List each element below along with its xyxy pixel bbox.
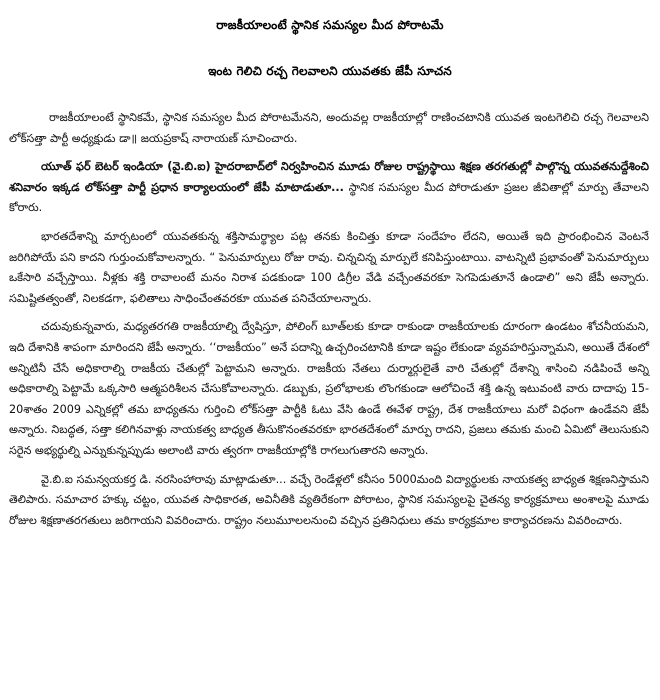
article-body (9, 108, 649, 539)
paragraph-ybi-coordinator (9, 470, 649, 532)
paragraph-politics (9, 317, 649, 461)
paragraph-youth-power (9, 227, 649, 309)
paragraph-bold-lead: యూత్ ఫర్ బెటర్ ఇండియా (వై.బి.ఐ) హైదరాబాద్‌లో నిర్వహించిన మూడు రోజుల రాష్ట్రస్థాయి శిక్షణ తరగతుల్లో పాల్గొన్న యువతనుద్దేశించి శనివారం ఇక్కడ లోక్‌సత్తా పార్టీ ప్రధాన కార్యాలయంలో జేపీ మాటాడుతూ... (9, 160, 649, 194)
paragraph-intro (9, 108, 649, 149)
paragraph-text: స్థానిక సమస్యల మీద పోరాడుతూ ప్రజల జీవితాల్లో మార్పు తేవాలని కోరారు. (9, 180, 650, 215)
headline-line-1: రాజకీయాలంటే స్థానిక సమస్యల మీద పోరాటమే (216, 18, 444, 32)
paragraph-event (9, 157, 649, 219)
paragraph-text: భారతదేశాన్ని మార్చటంలో యువతకున్న శక్తిసామర్థ్యాల పట్ల తనకు కించిత్తు కూడా సందేహం లేదని, అయితే ఇది ప్రారంభించిన వెంటనే జరిగిపోయే పని కాదని గుర్తుంచుకోవాలన్నారు. “ పెనుమార్పులు రోజు రావు. చిన్నచిన్న మార్పులే కనిపిస్తుంటాయి. వాటన్నిటి ప్రభావంతో పెనుమార్పులు ఒకేసారి వచ్చేస్తాయి. నీళ్లకు శక్తి రావాలంటే మనం నిరాశ పడకుండా 100 డిగ్రీల వేడి వచ్చేంతవరకూ సెగపెడుతూనే ఉండాలి” అని జేపీ అన్నారు. సమిష్టితత్వంతో, నిలకడగా, ఫలితాలు సాధించేంతవరకూ యువత పనిచేయాలన్నారు. (9, 229, 649, 305)
paragraph-text: చదువుకున్నవారు, మధ్యతరగతి రాజకీయాల్ని ద్వేషిస్తూ, పోలింగ్ బూత్‌లకు కూడా రాకుండా రాజకీయాలకు దూరంగా ఉండటం శోచనీయమని, ఇది దేశానికి శాపంగా మారిందని జేపీ అన్నారు. ‘‘రాజకీయం” అనే పదాన్ని ఉచ్చరించటానికి కూడా ఇష్టం లేకుండా వ్యవహరిస్తున్నామని, అయితే దేశంలో అన్నిటినీ చేసే అధికారాల్ని రాజకీయ చేతుల్లో పెట్టామని అన్నారు. రాజకీయ నేతలు దుర్మార్గులైతే వారి చేతుల్లో దేశాన్ని శాసించి నడిపించే అన్ని అధికారాల్ని పెట్టామే ఒక్కసారి ఆత్మపరిశీలన చేసుకోవాలన్నారు. డబ్బుకు, ప్రలోభాలకు లొంగకుండా ఆలోచించే శక్తి ఉన్న ఇటువంటి వారు దాదాపు 15-20శాతం 2009 ఎన్నికల్లో తమ బాధ్యతను గుర్తించి లోక్‌సత్తా పార్టీకి ఓటు వేసి ఉండే ఈవేళ రాష్ట్ర, దేశ రాజకీయాలు మరో విధంగా ఉండేవని జేపీ అన్నారు. నిబద్ధత, సత్తా కలిగినవాళ్లు నాయకత్వ బాధ్యత తీసుకొనంతవరకూ భారతదేశంలో మార్పు రాదని, ప్రజలు తమకు మంచి ఏమిటో తెలుసుకుని సరైన అభ్యర్థుల్ని ఎన్నుకున్నప్పుడు అలాంటి వారు త్వరగా రాజకీయాల్లోకి రాగలుగుతారని అన్నారు. (9, 320, 649, 457)
paragraph-text: రాజకీయాలంటే స్థానికమే, స్థానిక సమస్యల మీద పోరాటమేనని, అందువల్ల రాజకీయాల్లో రాణించటానికి యువత ఇంటగెలిచి రచ్చ గెలవాలని లోక్‌సత్తా పార్టీ అధ్యక్షుడు డా॥ జయప్రకాష్ నారాయణ్ సూచించారు. (9, 111, 649, 145)
paragraph-text: వై.బి.ఐ సమన్వయకర్త డి. నరసింహారావు మాట్లాడుతూ... వచ్చే రెండేళ్లలో కనీసం 5000మంది విద్యార్థులకు నాయకత్వ బాధ్యత శిక్షణనిస్తామని తెలిపారు. సమాచార హక్కు చట్టం, యువత సాధికారత, అవినీతికి వ్యతిరేకంగా పోరాటం, స్థానిక సమస్యలపై చైతన్య కార్యక్రమాలు అంశాలపై మూడు రోజుల శిక్షణాతరగతులు జరిగాయని వివరించారు. రాష్ట్రం నలుమూలలనుంచి వచ్చిన ప్రతినిధులు తమ కార్యక్రమాల కార్యాచరణను వివరించారు. (9, 472, 649, 527)
headline-line-2: ఇంట గెలిచి రచ్చ గెలవాలని యువతకు జేపీ సూచన (208, 64, 452, 78)
